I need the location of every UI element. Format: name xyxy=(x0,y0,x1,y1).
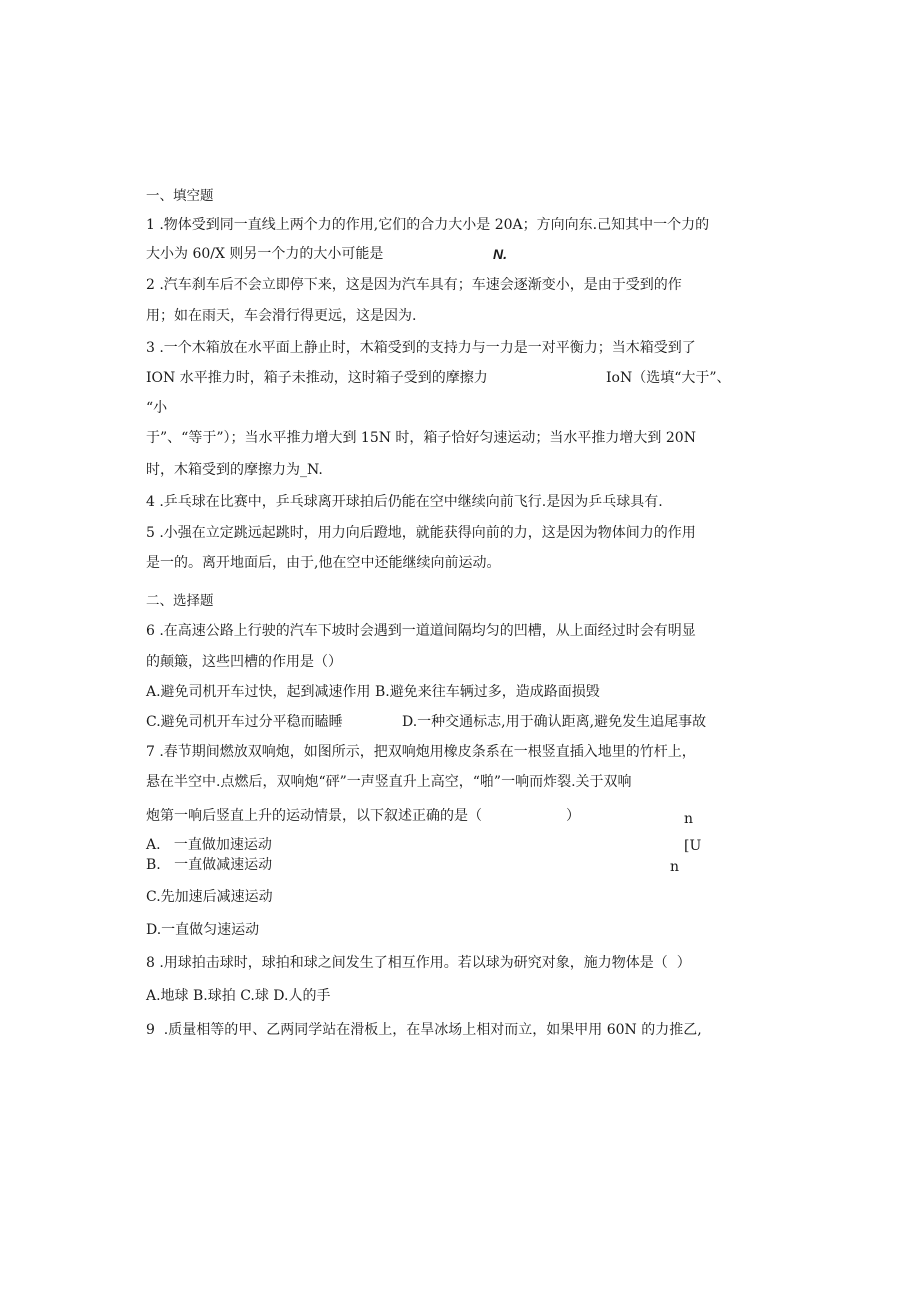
section-fill-blank-title: 一、填空题 xyxy=(146,188,214,204)
question-4-line-1: 4 .乒乓球在比赛中，乒乓球离开球拍后仍能在空中继续向前飞行.是因为乒乓球具有. xyxy=(146,494,663,510)
question-7-line-3-paren: ） xyxy=(566,808,580,824)
question-7-option-a: A. 一直做加速运动 xyxy=(146,837,272,853)
question-1-line-2: 大小为 60/X 则另一个力的大小可能是 xyxy=(146,246,384,262)
question-2-line-2: 用；如在雨天，车会滑行得更远，这是因为. xyxy=(146,308,417,324)
question-7-figure-label-2: [U xyxy=(684,838,702,854)
question-7-line-3: 炮第一响后竖直上升的运动情景，以下叙述正确的是（ xyxy=(146,808,482,824)
question-2-line-1: 2 .汽车刹车后不会立即停下来，这是因为汽车具有；车速会逐渐变小，是由于受到的作 xyxy=(146,277,682,293)
question-3-line-5: 时，木箱受到的摩擦力为_N. xyxy=(146,462,323,478)
question-6-line-2: 的颠簸，这些凹槽的作用是（） xyxy=(146,654,342,670)
question-6-line-1: 6 .在高速公路上行驶的汽车下坡时会遇到一道道间隔均匀的凹槽，从上面经过时会有明显 xyxy=(146,623,696,639)
question-1-line-1: 1 .物体受到同一直线上两个力的作用,它们的合力大小是 20A；方向向东.己知其中一个力的 xyxy=(146,217,710,233)
question-3-line-2-tail: IoN（选填“大于”、 xyxy=(606,370,731,386)
question-8-line-1: 8 .用球拍击球时，球拍和球之间发生了相互作用。若以球为研究对象，施力物体是（ ） xyxy=(146,955,691,971)
question-3-line-3: “小 xyxy=(146,400,168,416)
question-7-option-c: C.先加速后减速运动 xyxy=(146,889,273,905)
question-6-option-c: C.避免司机开车过分平稳而瞌睡 xyxy=(146,714,343,730)
question-3-line-2: ION 水平推力时，箱子未推动，这时箱子受到的摩擦力 xyxy=(146,370,488,386)
section-choice-title: 二、选择题 xyxy=(146,593,214,609)
question-6-options-ab: A.避免司机开车过快，起到减速作用 B.避免来往车辆过多，造成路面损毁 xyxy=(146,684,600,700)
question-7-figure-label-1: n xyxy=(684,811,694,827)
question-9-line-1: 9 .质量相等的甲、乙两同学站在滑板上，在旱冰场上相对而立，如果甲用 60N 的力推乙, xyxy=(146,1022,702,1038)
question-7-line-1: 7 .春节期间燃放双响炮，如图所示，把双响炮用橡皮条系在一根竖直插入地里的竹杆上， xyxy=(146,744,696,760)
question-3-line-1: 3 .一个木箱放在水平面上静止时，木箱受到的支持力与一力是一对平衡力；当木箱受到了 xyxy=(146,340,696,356)
question-3-line-4: 于”、“等于”）；当水平推力增大到 15N 时，箱子恰好匀速运动；当水平推力增大到 20N xyxy=(146,430,696,446)
question-1-unit: N. xyxy=(493,246,507,262)
question-7-option-b: B. 一直做减速运动 xyxy=(146,857,273,873)
question-5-line-2: 是一的。离开地面后，由于,他在空中还能继续向前运动。 xyxy=(146,555,501,571)
question-8-options: A.地球 B.球拍 C.球 D.人的手 xyxy=(146,988,331,1004)
question-5-line-1: 5 .小强在立定跳远起跳时，用力向后蹬地，就能获得向前的力，这是因为物体间力的作用 xyxy=(146,525,696,541)
question-7-option-d: D.一直做匀速运动 xyxy=(146,922,260,938)
question-7-line-2: 悬在半空中.点燃后，双响炮“砰”一声竖直升上高空，“啪”一响而炸裂.关于双响 xyxy=(146,774,632,790)
question-6-option-d: D.一种交通标志,用于确认距离,避免发生追尾事故 xyxy=(402,714,707,730)
question-7-figure-label-3: n xyxy=(670,859,680,875)
